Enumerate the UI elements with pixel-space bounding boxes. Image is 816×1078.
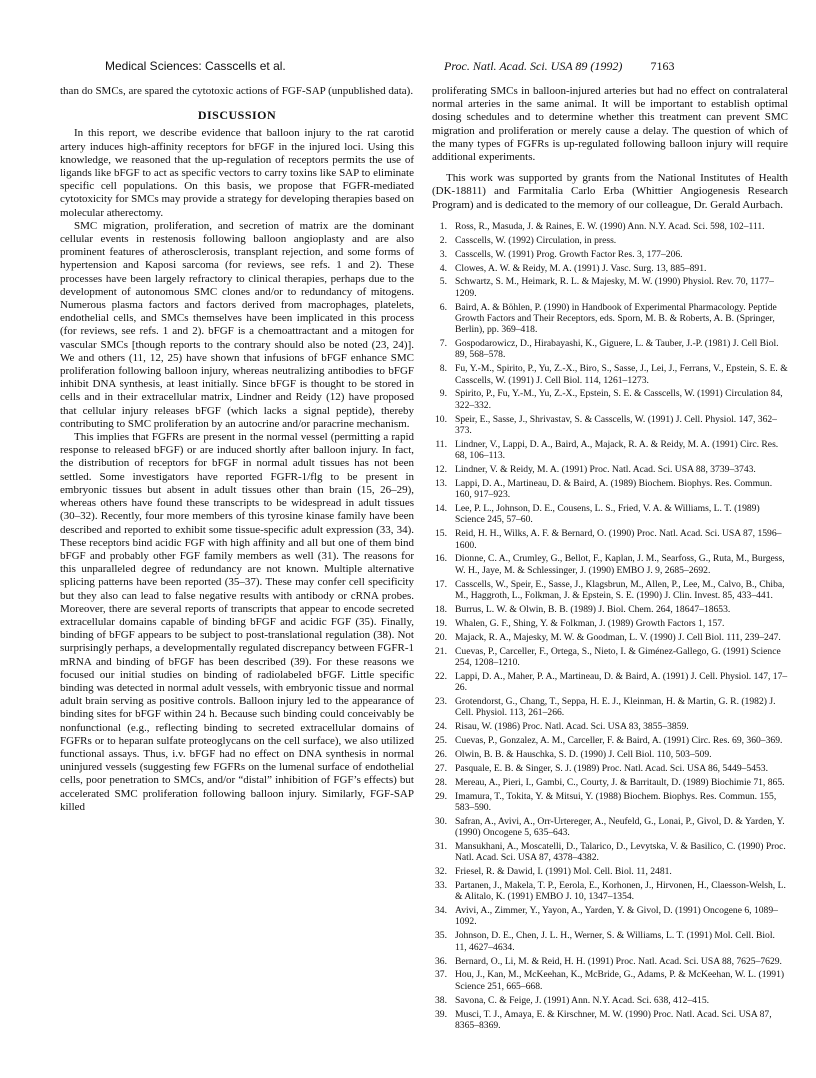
reference-item [432, 632, 788, 643]
reference-number: 1. [439, 220, 447, 232]
reference-number: 35. [435, 930, 447, 942]
reference-number: 30. [435, 815, 447, 827]
reference-item [432, 763, 788, 774]
right-column [432, 85, 788, 1034]
reference-item [432, 439, 788, 462]
reference-number: 15. [435, 528, 447, 540]
reference-number: 32. [435, 866, 447, 878]
reference-text: Safran, A., Avivi, A., Orr-Urtereger, A., Neufeld, G., Lonai, P., Givol, D. & Yarden, Y. (1990) Oncogene 5, 635–643. [455, 815, 785, 838]
reference-item [432, 414, 788, 437]
discussion-paragraph-1: In this report, we describe evidence that balloon injury to the rat carotid artery induces high-affinity receptors for bFGF in the injured loci. Using this knowledge, we reasoned that the up-regulation of receptors permits the use of ligands like bFGF to act as specific vectors to carry toxins like SAP to eliminate specific cell populations. On this basis, we propose that FGFR-mediated cytotoxicity for SMCs may provide a strategy for developing therapies based on molecular atherectomy. [60, 127, 414, 219]
reference-item [432, 841, 788, 864]
section-running-head: Medical Sciences: Casscells et al. [105, 59, 286, 73]
reference-number: 34. [435, 905, 447, 917]
continued-paragraph: than do SMCs, are spared the cytotoxic actions of FGF-SAP (unpublished data). [60, 85, 414, 97]
reference-item [432, 503, 788, 526]
reference-text: Mansukhani, A., Moscatelli, D., Talarico, D., Levytska, V. & Basilico, C. (1990) Proc. Natl. Acad. Sci. USA 87, 4378–4382. [455, 840, 786, 864]
reference-number: 14. [435, 503, 447, 515]
reference-text: Baird, A. & Böhlen, P. (1990) in Handbook of Experimental Pharmacology. Peptide Growth Factors and Their Receptors, eds. Sporn, M. B. & Roberts, A. B. (Springer, Berlin), pp. 369–418. [455, 301, 777, 336]
reference-number: 25. [435, 734, 447, 746]
page-number: 7163 [650, 59, 675, 73]
reference-item [432, 956, 788, 967]
reference-text: Lindner, V. & Reidy, M. A. (1991) Proc. Natl. Acad. Sci. USA 88, 3739–3743. [455, 464, 756, 475]
reference-item [432, 930, 788, 953]
reference-item [432, 528, 788, 551]
reference-text: Johnson, D. E., Chen, J. L. H., Werner, S. & Williams, L. T. (1991) Mol. Cell. Biol. 11, 4627–4634. [455, 930, 775, 953]
reference-text: Schwartz, S. M., Heimark, R. L. & Majesky, M. W. (1990) Physiol. Rev. 70, 1177–1209. [455, 276, 774, 299]
page-header [0, 0, 816, 73]
reference-item [432, 816, 788, 839]
reference-text: Risau, W. (1986) Proc. Natl. Acad. Sci. USA 83, 3855–3859. [455, 721, 689, 733]
discussion-heading: DISCUSSION [197, 108, 277, 123]
reference-number: 37. [435, 969, 447, 981]
reference-item [432, 363, 788, 386]
reference-text: Grotendorst, G., Chang, T., Seppa, H. E. J., Kleinman, H. & Martin, G. R. (1982) J. Cell. Physiol. 113, 261–266. [455, 695, 776, 719]
reference-item [432, 1009, 788, 1032]
reference-number: 21. [435, 645, 447, 657]
left-column [60, 85, 414, 814]
reference-item [432, 721, 788, 732]
reference-item [432, 302, 788, 336]
reference-number: 29. [435, 790, 447, 802]
reference-item [432, 995, 788, 1006]
reference-text: Casscells, W. (1992) Circulation, in press. [455, 234, 617, 246]
reference-item [432, 866, 788, 877]
reference-number: 8. [439, 363, 447, 375]
reference-number: 27. [435, 762, 447, 774]
reference-number: 24. [435, 721, 447, 733]
reference-item [432, 905, 788, 928]
reference-item [432, 791, 788, 814]
reference-text: Lappi, D. A., Martineau, D. & Baird, A. (1989) Biochem. Biophys. Res. Commun. 160, 917–923. [455, 477, 773, 501]
reference-item [432, 276, 788, 299]
reference-number: 10. [435, 413, 447, 425]
reference-item [432, 221, 788, 232]
reference-number: 33. [435, 879, 447, 891]
continued-paragraph-right: proliferating SMCs in balloon-injured arteries but had no effect on contralateral normal arteries in the same animal. It will be important to establish optimal dosing schedules and to determine whether this treatment can prevent SMC migration and proliferation or merely cause a delay. The question of which of the many types of FGFRs is up-regulated following balloon injury will require additional experiments. [432, 85, 788, 164]
reference-number: 13. [435, 477, 447, 489]
reference-text: Burrus, L. W. & Olwin, B. B. (1989) J. Biol. Chem. 264, 18647–18653. [455, 603, 731, 615]
reference-text: Hou, J., Kan, M., McKeehan, K., McBride, G., Adams, P. & McKeehan, W. L. (1991) Science 251, 665–668. [455, 969, 785, 992]
reference-number: 38. [435, 994, 447, 1006]
reference-text: Dionne, C. A., Crumley, G., Bellot, F., Kaplan, J. M., Searfoss, G., Ruta, M., Burgess, W. H., Jaye, M. & Schlessinger, J. (1990) EMBO J. 9, 2685–2692. [455, 553, 785, 576]
reference-text: Avivi, A., Zimmer, Y., Yayon, A., Yarden, Y. & Givol, D. (1991) Oncogene 6, 1089–1092. [455, 905, 778, 928]
reference-number: 16. [435, 553, 447, 565]
discussion-paragraph-2: SMC migration, proliferation, and secretion of matrix are the dominant cellular events in restenosis following balloon angioplasty and are also prominent features of atherosclerosis, transplant rejection, and some forms of hypertension and Kaposi sarcoma (for reviews, see refs. 1 and 2). These processes have been largely refractory to clinical therapies, perhaps due to the development of autonomous SMC clones and/or to redundancy of mitogens. Numerous plasma factors and factors derived from macrophages, platelets, endothelial cells, and SMCs themselves have been implicated in this process (for reviews, see refs. 1 and 2). bFGF is a chemoattractant and a mitogen for vascular SMCs [though reports to the contrary should also be noted (23, 24)]. We and others (11, 12, 25) have shown that infusions of bFGF enhance SMC proliferation following balloon injury, whereas neutralizing antibodies to bFGF inhibit DNA synthesis, at least initially. Since bFGF is thought to be stored in cells and in their extracellular matrix, Lindner and Reidy (12) have proposed that cellular injury releases bFGF (which lacks a signal peptide), thereby contributing to SMC proliferation by an autocrine and/or paracrine mechanism. [60, 219, 414, 430]
reference-text: Pasquale, E. B. & Singer, S. J. (1989) Proc. Natl. Acad. Sci. USA 86, 5449–5453. [455, 762, 768, 774]
reference-item [432, 263, 788, 274]
reference-text: Musci, T. J., Amaya, E. & Kirschner, M. W. (1990) Proc. Natl. Acad. Sci. USA 87, 8365–8369. [455, 1008, 772, 1031]
reference-number: 22. [435, 670, 447, 682]
reference-number: 20. [435, 631, 447, 643]
reference-item [432, 880, 788, 903]
reference-text: Imamura, T., Tokita, Y. & Mitsui, Y. (1988) Biochem. Biophys. Res. Commun. 155, 583–590. [455, 790, 777, 813]
reference-text: Lappi, D. A., Maher, P. A., Martineau, D. & Baird, A. (1991) J. Cell. Physiol. 147, 17–26. [455, 670, 788, 693]
reference-text: Fu, Y.-M., Spirito, P., Yu, Z.-X., Biro, S., Sasse, J., Lei, J., Ferrans, V., Epstein, S. E. & Casscells, W. (1991) J. Cell Biol. 114, 1261–1273. [455, 363, 788, 386]
reference-number: 19. [435, 617, 447, 629]
reference-text: Lee, P. L., Johnson, D. E., Cousens, L. S., Fried, V. A. & Williams, L. T. (1989) Science 245, 57–60. [455, 503, 760, 526]
reference-item [432, 388, 788, 411]
reference-number: 6. [439, 301, 447, 313]
reference-list [432, 221, 788, 1031]
reference-number: 7. [439, 338, 447, 350]
reference-item [432, 618, 788, 629]
reference-text: Ross, R., Masuda, J. & Raines, E. W. (1990) Ann. N.Y. Acad. Sci. 598, 102–111. [455, 220, 765, 232]
reference-number: 11. [435, 438, 447, 450]
reference-item [432, 969, 788, 992]
reference-item [432, 749, 788, 760]
reference-number: 3. [439, 248, 447, 260]
reference-item [432, 249, 788, 260]
reference-item [432, 579, 788, 602]
reference-number: 12. [435, 464, 447, 475]
reference-number: 4. [439, 262, 447, 274]
reference-number: 23. [435, 695, 447, 707]
reference-item [432, 646, 788, 669]
reference-number: 26. [435, 748, 447, 760]
reference-item [432, 604, 788, 615]
reference-number: 17. [435, 578, 447, 590]
reference-text: Savona, C. & Feige, J. (1991) Ann. N.Y. Acad. Sci. 638, 412–415. [455, 994, 710, 1006]
reference-item [432, 671, 788, 694]
reference-text: Casscells, W., Speir, E., Sasse, J., Klagsbrun, M., Allen, P., Lee, M., Calvo, B., Chiba, M., Haggroth, L., Folkman, J. & Epstein, S. E. (1990) J. Clin. Invest. 85, 433–441. [455, 578, 785, 601]
reference-item [432, 696, 788, 719]
reference-text: Casscells, W. (1991) Prog. Growth Factor Res. 3, 177–206. [455, 248, 683, 260]
reference-number: 39. [435, 1008, 447, 1020]
reference-text: Bernard, O., Li, M. & Reid, H. H. (1991) Proc. Natl. Acad. Sci. USA 88, 7625–7629. [455, 955, 782, 967]
reference-text: Clowes, A. W. & Reidy, M. A. (1991) J. Vasc. Surg. 13, 885–891. [455, 262, 707, 274]
reference-item [432, 553, 788, 576]
reference-item [432, 235, 788, 246]
reference-item [432, 338, 788, 361]
reference-text: Partanen, J., Makela, T. P., Eerola, E., Korhonen, J., Hirvonen, H., Claesson-Welsh, L. & Alitalo, K. (1991) EMBO J. 10, 1347–1354. [455, 879, 786, 903]
reference-text: Lindner, V., Lappi, D. A., Baird, A., Majack, R. A. & Reidy, M. A. (1991) Circ. Res. 68, 106–113. [455, 438, 779, 462]
reference-text: Cuevas, P., Carceller, F., Ortega, S., Nieto, I. & Giménez-Gallego, G. (1991) Science 254, 1208–1210. [455, 645, 781, 668]
reference-item [432, 478, 788, 501]
reference-item [432, 777, 788, 788]
reference-item [432, 735, 788, 746]
acknowledgment: This work was supported by grants from the National Institutes of Health (DK-18811) and Farmitalia Carlo Erba (Whittier Angiogenesis Research Program) and is dedicated to the memory of our colleague, Dr. Gerald Aurbach. [432, 172, 788, 211]
reference-text: Cuevas, P., Gonzalez, A. M., Carceller, F. & Baird, A. (1991) Circ. Res. 69, 360–369. [455, 734, 783, 746]
reference-number: 5. [439, 276, 447, 288]
reference-text: Spirito, P., Fu, Y.-M., Yu, Z.-X., Epstein, S. E. & Casscells, W. (1991) Circulation 84, 322–332. [455, 388, 783, 411]
reference-number: 9. [439, 388, 447, 400]
reference-number: 31. [435, 840, 447, 852]
reference-number: 28. [435, 776, 447, 788]
reference-text: Gospodarowicz, D., Hirabayashi, K., Giguere, L. & Tauber, J.-P. (1981) J. Cell Biol. 89, 568–578. [455, 338, 779, 361]
reference-text: Olwin, B. B. & Hauschka, S. D. (1990) J. Cell Biol. 110, 503–509. [455, 748, 712, 760]
reference-item [432, 464, 788, 475]
reference-number: 36. [435, 955, 447, 967]
reference-text: Majack, R. A., Majesky, M. W. & Goodman, L. V. (1990) J. Cell Biol. 111, 239–247. [455, 631, 781, 643]
journal-citation: Proc. Natl. Acad. Sci. USA 89 (1992) [444, 59, 623, 73]
reference-text: Mereau, A., Pieri, I., Gambi, C., Courty, J. & Barritault, D. (1989) Biochimie 71, 865. [455, 776, 785, 788]
journal-running-head [444, 59, 674, 74]
reference-number: 18. [435, 603, 447, 615]
reference-number: 2. [439, 234, 447, 246]
discussion-paragraph-3: This implies that FGFRs are present in the normal vessel (permitting a rapid response to released bFGF) or are induced shortly after balloon injury. In fact, the distribution of receptors for bFGF in normal adult tissues has not been settled. Some investigators have reported FGFR-1/flg to be present in embryonic tissues but absent in adult tissues other than brain (15, 26–29), whereas others have found these transcripts to be widespread in adult tissues (30–32). Recently, four more members of this tyrosine kinase family have been described and reported to exhibit some tissue-specific adult expression (33, 34). These receptors bind acidic FGF with high affinity and all but one of them bind bFGF and probably other FGF family members as well (31). The reasons for this unparalleled degree of redundancy are not known. Multiple alternative splicing patterns have been reported (35–37). These may confer cell specificity but they also can lead to false negative results with antibody or cRNA probes. Moreover, there are several reports of transcripts that appear to encode secreted extracellular domains capable of binding bFGF and acidic FGF (35). Finally, binding of bFGF appears to be subject to post-translational regulation (38). Not surprisingly perhaps, a developmentally regulated discrepancy between FGFR-1 mRNA and binding of bFGF has been described (39). For these reasons we focused our initial studies on binding of radiolabeled bFGF. Little specific binding was detected in normal adult vessels, with embryonic tissue and normal adult brain serving as positive controls. Balloon injury led to the appearance of binding sites for bFGF within 24 h. Because such binding could conceivably be nonfunctional (e.g., reflecting binding to secreted extracellular domains of FGFRs or to heparan sulfate proteoglycans on the cell surface), we also utilized functional assays. Thus, i.v. bFGF had no effect on DNA synthesis in normal uninjured vessels (suggesting few FGFRs on the lumenal surface of endothelial cells, poor penetration to SMCs, and/or “distal” inhibition of FGF’s effects) but accelerated SMC proliferation following balloon injury. Similarly, FGF-SAP killed [60, 431, 414, 813]
reference-text: Speir, E., Sasse, J., Shrivastav, S. & Casscells, W. (1991) J. Cell. Physiol. 147, 362–373. [455, 413, 777, 436]
reference-text: Whalen, G. F., Shing, Y. & Folkman, J. (1989) Growth Factors 1, 157. [455, 617, 725, 629]
reference-text: Friesel, R. & Dawid, I. (1991) Mol. Cell. Biol. 11, 2481. [455, 866, 672, 878]
reference-text: Reid, H. H., Wilks, A. F. & Bernard, O. (1990) Proc. Natl. Acad. Sci. USA 87, 1596–1600. [455, 528, 782, 551]
